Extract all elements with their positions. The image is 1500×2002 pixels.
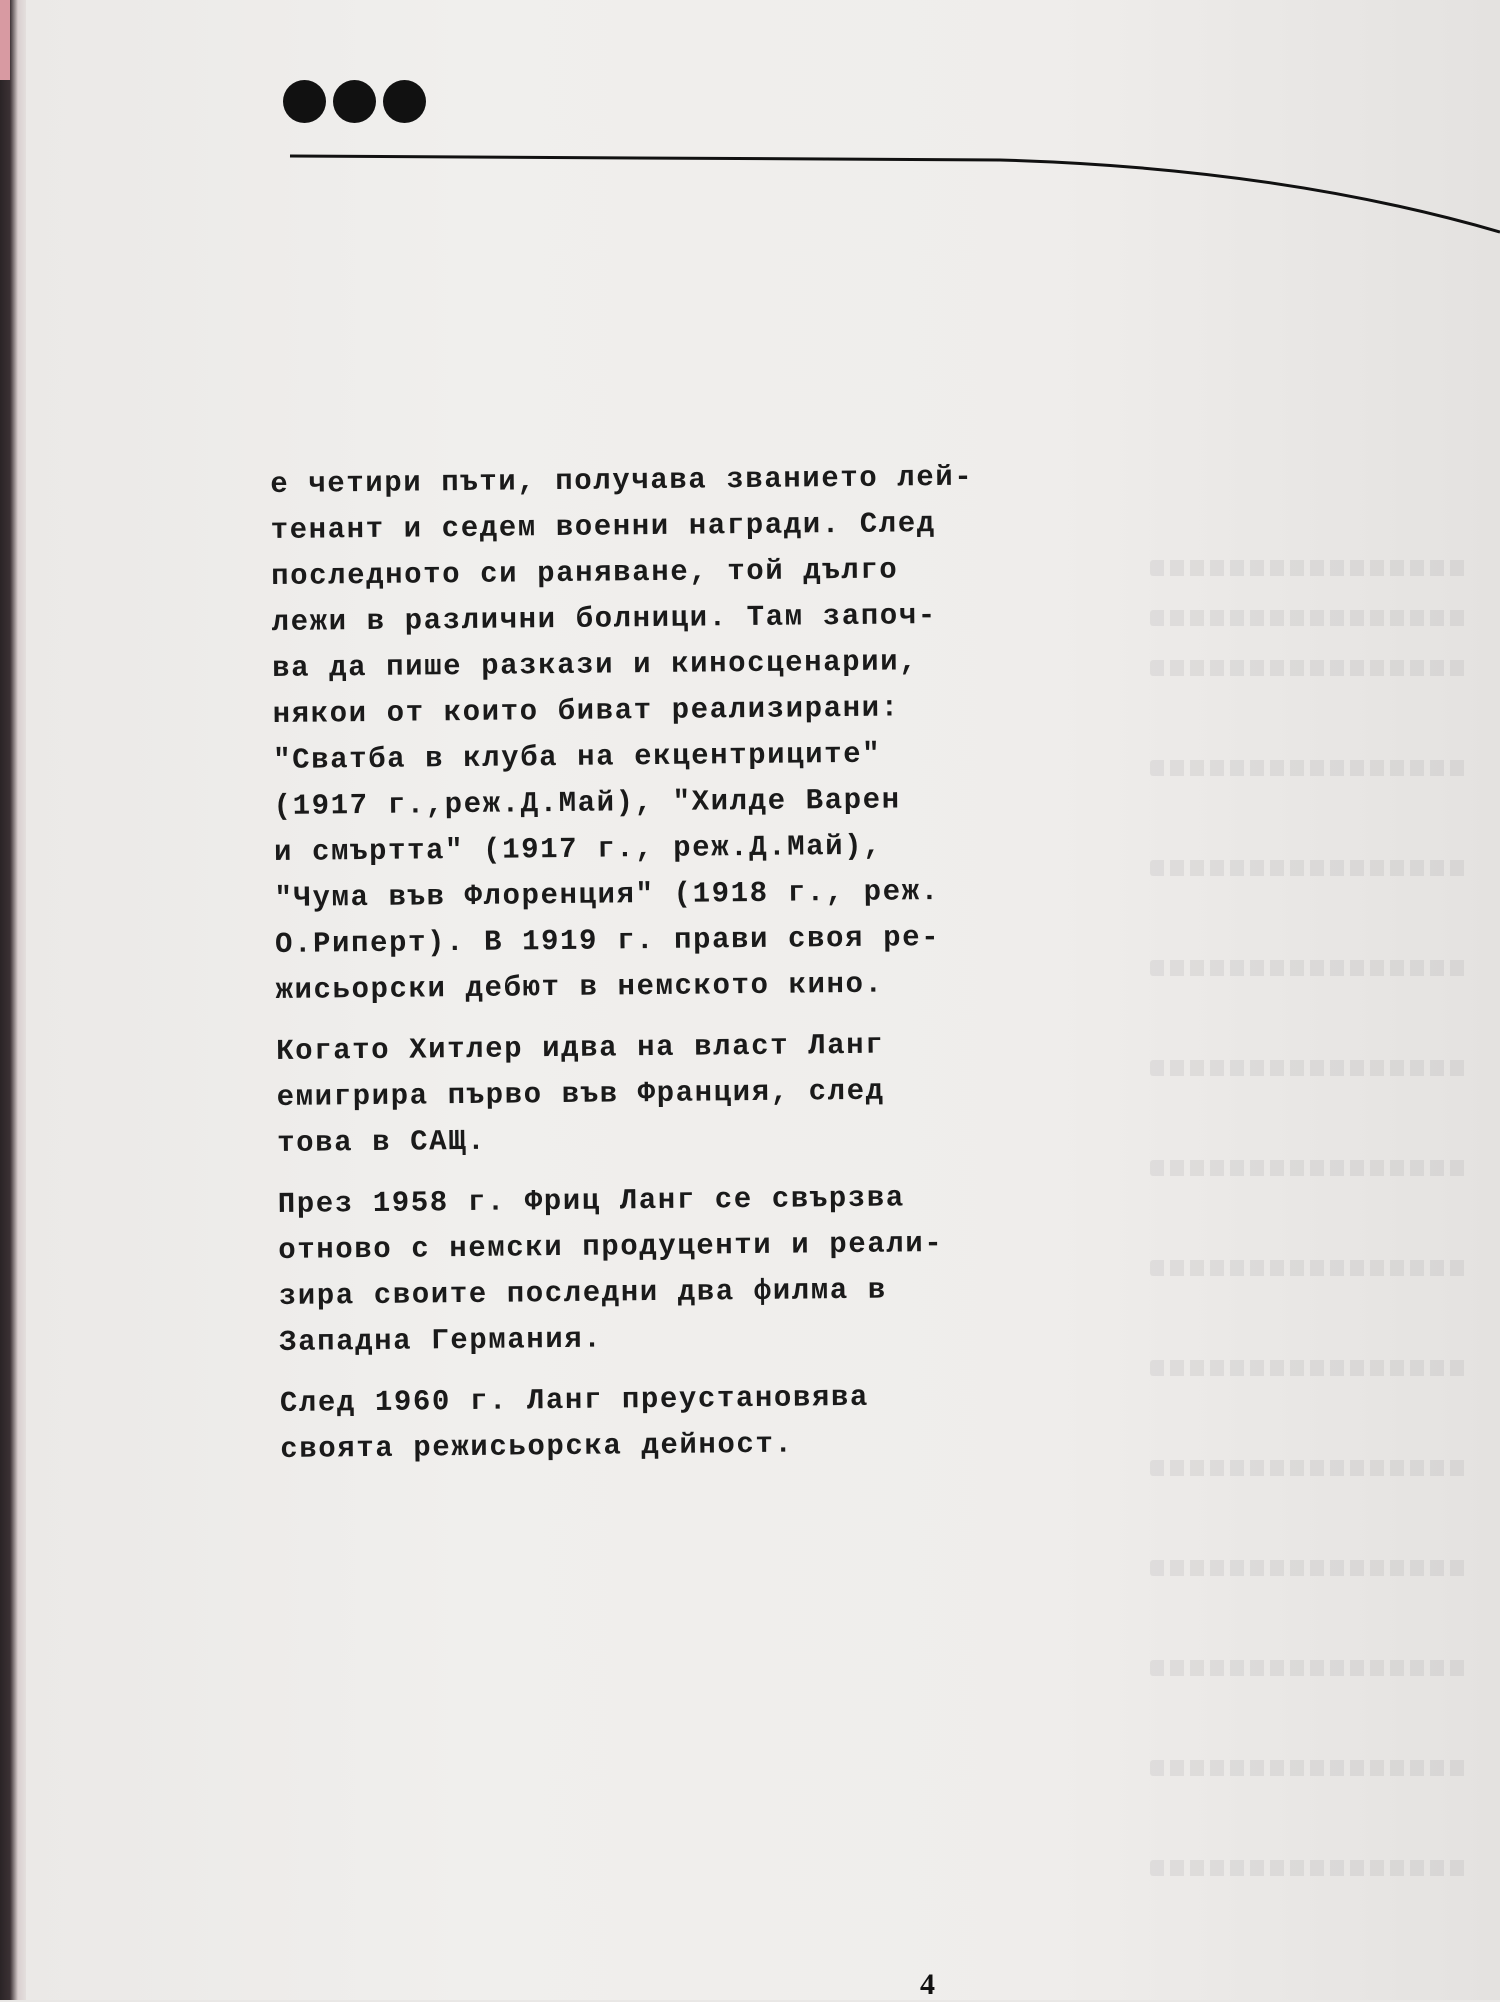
bleed-through-marks (1150, 1760, 1470, 1776)
text-line: е четири пъти, получава званието лей- (270, 460, 974, 501)
paragraph (278, 1173, 1100, 1366)
text-line: тенант и седем военни награди. След (270, 507, 936, 547)
text-line: Западна Германия. (279, 1322, 603, 1359)
text-line: (1917 г.,реж.Д.Май), "Хилде Варен (273, 783, 901, 823)
text-line: отново с немски продуценти и реали- (278, 1226, 944, 1267)
text-line: своята режисьорска дейност. (280, 1427, 794, 1466)
text-line: последното си раняване, той дълго (271, 553, 899, 593)
text-line: През 1958 г. Фриц Ланг се свързва (277, 1181, 906, 1221)
bleed-through-marks (1150, 660, 1470, 676)
bleed-through-marks (1150, 1860, 1470, 1876)
bleed-through-marks (1150, 560, 1470, 576)
text-line: О.Риперт). В 1919 г. прави своя ре- (274, 921, 941, 961)
page-number: 4 (920, 1968, 935, 2001)
page-edge (0, 0, 28, 2000)
bleed-through-marks (1150, 610, 1470, 626)
bleed-through-marks (1150, 1460, 1470, 1476)
text-line: лежи в различни болници. Там започ- (271, 599, 937, 639)
text-line: "Сватба в клуба на екцентриците" (272, 737, 882, 777)
header-ornament (283, 80, 426, 123)
body-text (270, 453, 1101, 1488)
paragraph (270, 453, 1096, 1014)
bleed-through-marks (1150, 860, 1470, 876)
text-line: зира своите последни два филма в (278, 1273, 887, 1313)
text-line: емигрира първо във Франция, след (276, 1074, 885, 1114)
bleed-through-marks (1150, 1660, 1470, 1676)
bleed-through-marks (1150, 760, 1470, 776)
paragraph (280, 1372, 1101, 1473)
text-line: Когато Хитлер идва на власт Ланг (276, 1028, 885, 1068)
bullet-dot-icon (333, 80, 376, 123)
bleed-through-marks (1150, 1260, 1470, 1276)
bleed-through-marks (1150, 1160, 1470, 1176)
cover-edge (0, 0, 10, 80)
text-line: някои от които биват реализирани: (272, 691, 900, 731)
bleed-through-marks (1150, 960, 1470, 976)
text-line: жисьорски дебют в немското кино. (275, 967, 884, 1007)
paragraph (276, 1020, 1097, 1167)
text-line: "Чума във Флоренция" (1918 г., реж. (274, 875, 940, 915)
bleed-through-marks (1150, 1360, 1470, 1376)
bleed-through-marks (1150, 1060, 1470, 1076)
text-line: ва да пише разкази и киносценарии, (271, 645, 919, 685)
bullet-dot-icon (383, 80, 426, 123)
text-line: След 1960 г. Ланг преустановява (279, 1380, 870, 1420)
bullet-dot-icon (283, 80, 326, 123)
bleed-through-marks (1150, 1560, 1470, 1576)
text-line: и смъртта" (1917 г., реж.Д.Май), (273, 829, 883, 869)
text-line: това в САЩ. (276, 1124, 487, 1160)
